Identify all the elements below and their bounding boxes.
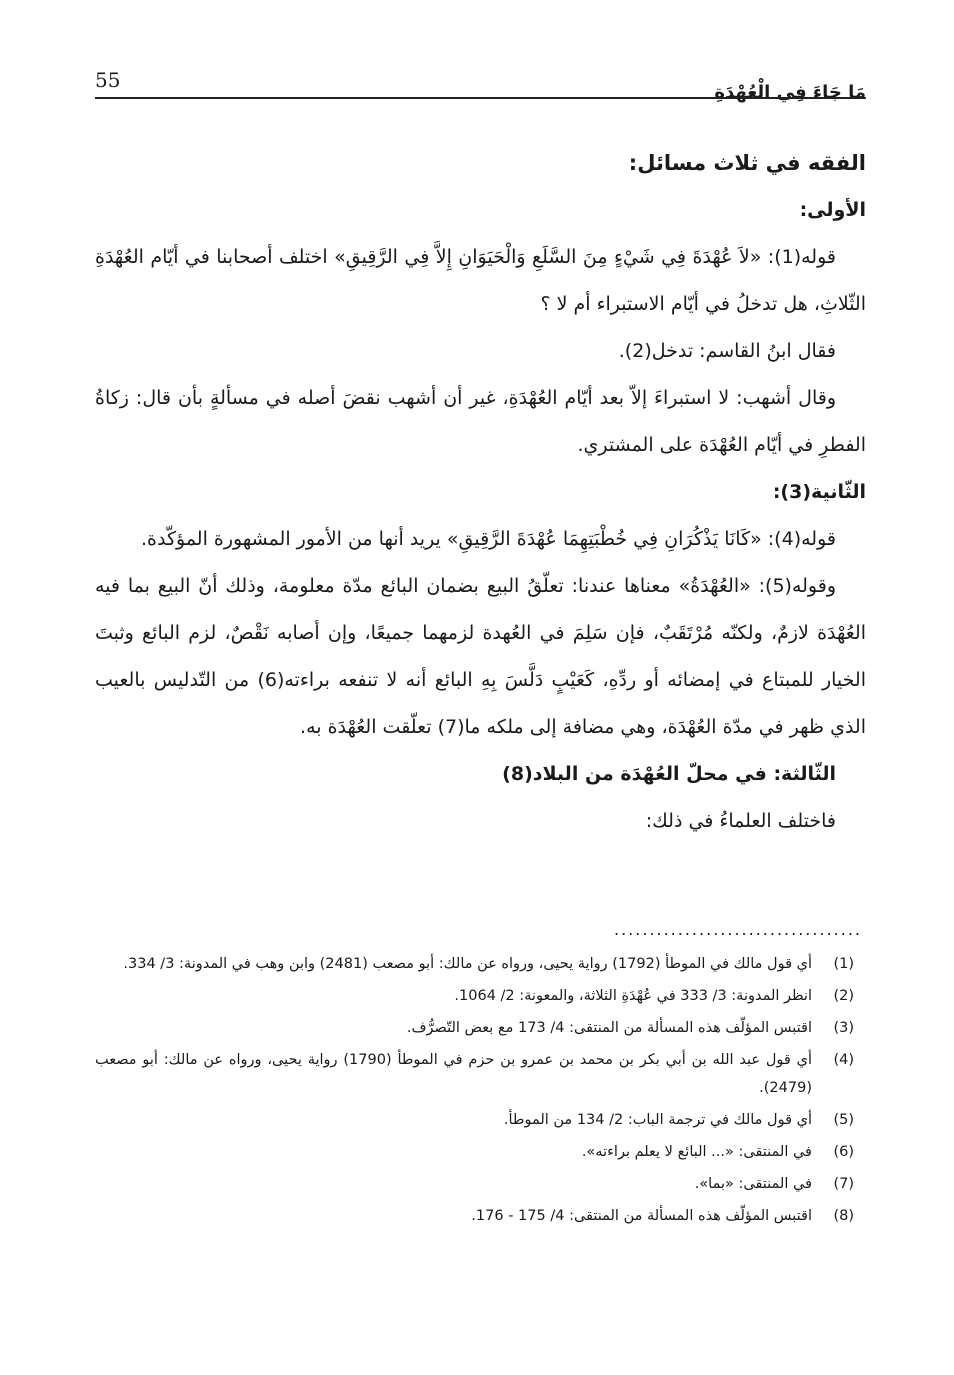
footnotes — [95, 950, 854, 1234]
footnote-item — [95, 1138, 854, 1166]
footnote-number: (1) — [833, 956, 854, 972]
footnote-item — [95, 950, 854, 978]
third-issue-label: الثّالثة: في محلّ العُهْدَة من البلاد(8) — [502, 763, 836, 785]
first-issue-label: الأولى: — [799, 199, 866, 221]
header-rule — [95, 97, 866, 99]
footnote-text: اقتبس المؤلّف هذه المسألة من المنتقى: 4/ 175 - 176. — [471, 1208, 812, 1224]
footnote-text: أي قول مالك في ترجمة الباب: 2/ 134 من الموطأ. — [503, 1112, 812, 1128]
paragraph-5: وقوله(5): «العُهْدَةُ» معناها عندنا: تعلّقُ البيع بضمان البائع مدّة معلومة، وذلك أنّ البيع بما فيه العُهْدَة لازمٌ، ولكنّه مُرْتَقَبٌ، فإن سَلِمَ في العُهدة لزمهما جميعًا، وإن أصابه نَقْصٌ، لزم البائع وثبتَ الخيار للمبتاع في إمضائه أو ردِّهِ، كَعَيْبٍ دَلَّسَ بِهِ البائع أنه لا تنفعه براءته(6) من التّدليس بالعيب الذي ظهر في مدّة العُهْدَة، وهي مضافة إلى ملكه ما(7) تعلّقت العُهْدَة به. — [95, 575, 866, 738]
main-text — [95, 140, 866, 845]
footnote-item — [95, 982, 854, 1010]
footnote-number: (6) — [833, 1144, 854, 1160]
footnote-text: أي قول مالك في الموطأ (1792) رواية يحيى، ورواه عن مالك: أبو مصعب (2481) وابن وهب في المدونة: 3/ 334. — [123, 956, 812, 972]
section-heading: الفقه في ثلاث مسائل: — [628, 151, 866, 175]
footnote-number: (5) — [833, 1112, 854, 1128]
footnote-item — [95, 1046, 854, 1102]
footnote-text: في المنتقى: «... البائع لا يعلم براءته». — [581, 1144, 812, 1160]
paragraph-6: فاختلف العلماءُ في ذلك: — [645, 810, 836, 832]
footnote-text: اقتبس المؤلّف هذه المسألة من المنتقى: 4/ 173 مع بعض التّصرُّف. — [406, 1020, 812, 1036]
paragraph-4: قوله(4): «كَانَا يَذْكُرَانِ فِي خُطْبَتِهِمَا عُهْدَةَ الرَّقِيقِ» يريد أنها من الأمور المشهورة المؤكّدة. — [140, 528, 836, 550]
paragraph-3: وقال أشهب: لا استبراءَ إلاّ بعد أيّام العُهْدَةِ، غير أن أشهب نقضَ أصله في مسألةٍ بأن قال: زكاةُ الفطرِ في أيّام العُهْدَة على المشتري. — [95, 387, 866, 456]
footnote-number: (4) — [833, 1052, 854, 1068]
footnote-number: (7) — [833, 1176, 854, 1192]
footnote-text: في المنتقى: «بما». — [694, 1176, 812, 1192]
paragraph-2: فقال ابنُ القاسم: تدخل(2). — [618, 340, 836, 362]
footnote-text: أي قول عبد الله بن أبي بكر بن محمد بن عمرو بن حزم في الموطأ (1790) رواية يحيى، ورواه عن مالك: أبو مصعب (2479). — [95, 1052, 813, 1096]
page-header — [95, 66, 866, 106]
paragraph-1: قوله(1): «لاَ عُهْدَةَ فِي شَيْءٍ مِنَ السَّلَعِ وَالْحَيَوَانِ إِلاَّ فِي الرَّقِيقِ» اختلف أصحابنا في أيّام العُهْدَةِ الثّلاثِ، هل تدخلُ في أيّام الاستبراء أم لا ؟ — [95, 246, 866, 315]
footnote-number: (3) — [833, 1020, 854, 1036]
running-title: مَا جَاءَ فِي الْعُهْدَةِ — [714, 82, 866, 103]
footnote-item — [95, 1170, 854, 1198]
second-issue-label: الثّانية(3): — [772, 481, 866, 503]
footnote-number: (2) — [833, 988, 854, 1004]
footnote-item — [95, 1014, 854, 1042]
footnote-item — [95, 1202, 854, 1230]
page-number: 55 — [95, 68, 121, 92]
footnote-separator: ................................... — [613, 920, 862, 939]
footnote-number: (8) — [833, 1208, 854, 1224]
footnote-text: انظر المدونة: 3/ 333 في عُهْدَةِ الثلاثة، والمعونة: 2/ 1064. — [454, 988, 812, 1004]
footnote-item — [95, 1106, 854, 1134]
